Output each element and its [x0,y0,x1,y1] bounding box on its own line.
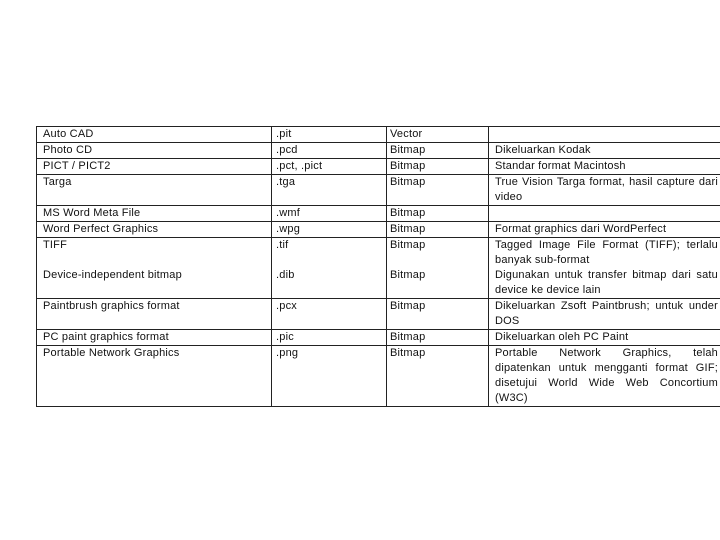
type-cell: Bitmap [387,330,489,346]
extension-cell: .wmf [272,206,387,222]
format-name-cell: Auto CAD [37,127,272,143]
format-name-cell: Device-independent bitmap [37,268,272,299]
extension-cell: .dib [272,268,387,299]
type-cell: Vector [387,127,489,143]
type-cell: Bitmap [387,346,489,407]
format-name-cell: Targa [37,175,272,206]
description-cell: Portable Network Graphics, telah dipatenkan untuk mengganti format GIF; disetujui World Wide Web Concortium (W3C) [489,346,720,407]
format-name-cell: Paintbrush graphics format [37,299,272,330]
table-row [37,268,720,299]
description-cell: Format graphics dari WordPerfect [489,222,720,238]
type-cell: Bitmap [387,222,489,238]
table-row [37,206,720,222]
description-cell: Tagged Image File Format (TIFF); terlalu banyak sub-format [489,238,720,269]
table-row [37,238,720,269]
table-row [37,299,720,330]
table-row [37,346,720,407]
description-cell: Dikeluarkan oleh PC Paint [489,330,720,346]
extension-cell: .wpg [272,222,387,238]
table-row [37,330,720,346]
description-cell [489,127,720,143]
format-name-cell: Photo CD [37,143,272,159]
format-name-cell: MS Word Meta File [37,206,272,222]
description-cell [489,206,720,222]
type-cell: Bitmap [387,299,489,330]
extension-cell: .pic [272,330,387,346]
extension-cell: .pcd [272,143,387,159]
extension-cell: .pit [272,127,387,143]
table-row [37,143,720,159]
table-row [37,175,720,206]
description-cell: Dikeluarkan Zsoft Paintbrush; untuk under DOS [489,299,720,330]
description-cell: Standar format Macintosh [489,159,720,175]
type-cell: Bitmap [387,143,489,159]
type-cell: Bitmap [387,206,489,222]
extension-cell: .tif [272,238,387,269]
description-cell: True Vision Targa format, hasil capture dari video [489,175,720,206]
extension-cell: .pcx [272,299,387,330]
type-cell: Bitmap [387,238,489,269]
type-cell: Bitmap [387,159,489,175]
table-row [37,159,720,175]
file-format-table-container [36,126,718,407]
type-cell: Bitmap [387,268,489,299]
file-format-table [36,126,720,407]
extension-cell: .tga [272,175,387,206]
format-name-cell: PICT / PICT2 [37,159,272,175]
format-name-cell: Word Perfect Graphics [37,222,272,238]
type-cell: Bitmap [387,175,489,206]
description-cell: Dikeluarkan Kodak [489,143,720,159]
extension-cell: .pct, .pict [272,159,387,175]
extension-cell: .png [272,346,387,407]
table-row [37,222,720,238]
description-cell: Digunakan untuk transfer bitmap dari satu device ke device lain [489,268,720,299]
table-row [37,127,720,143]
format-name-cell: Portable Network Graphics [37,346,272,407]
format-name-cell: TIFF [37,238,272,269]
format-name-cell: PC paint graphics format [37,330,272,346]
